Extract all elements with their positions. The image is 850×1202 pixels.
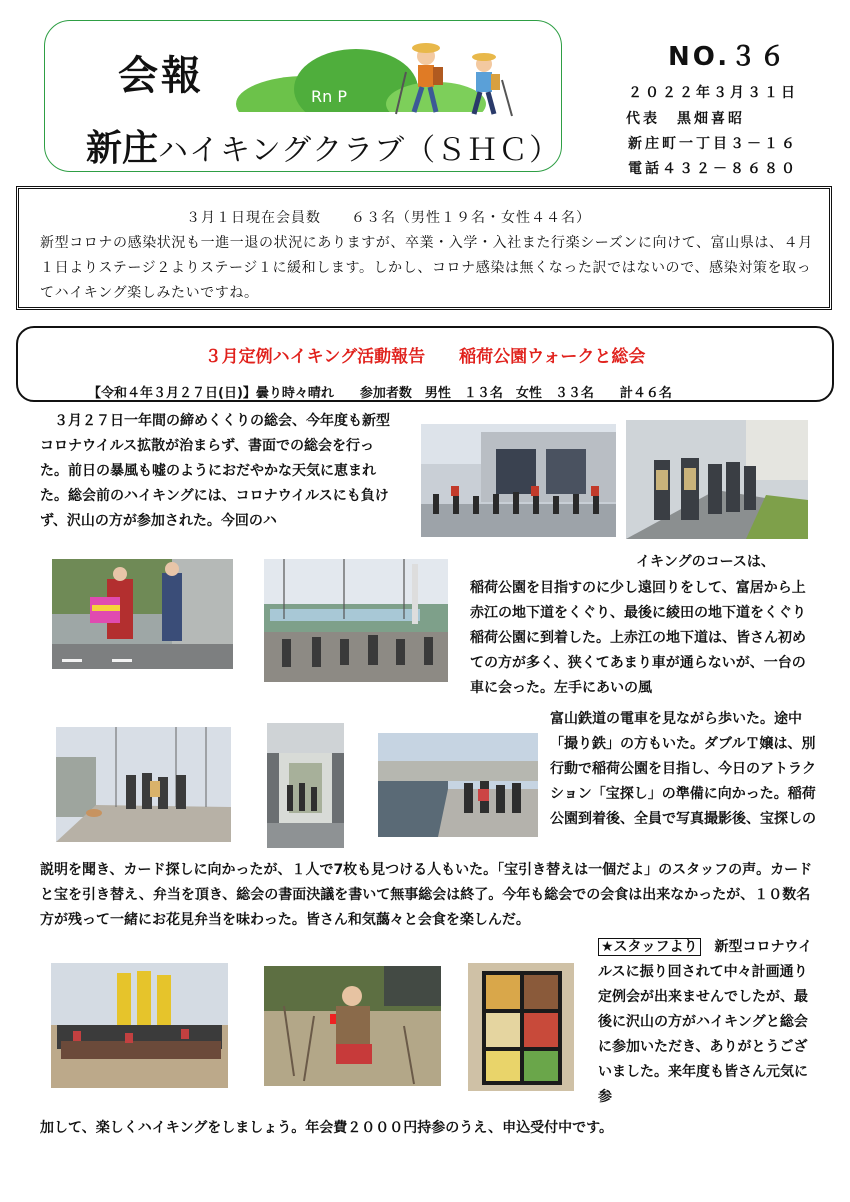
report-paragraph-2a: イキングのコースは、 (636, 554, 775, 570)
photo-bento-box (468, 963, 574, 1091)
staff-note-continued: 加して、楽しくハイキングをしましょう。年会費２０００円持参のうえ、申込受付中です。 (40, 1120, 614, 1136)
phone: 電話４３２－８６８０ (628, 161, 798, 177)
photo-group-picture (51, 963, 228, 1088)
photo-walking-street (626, 420, 808, 539)
report-title: ３月定例ハイキング活動報告 稲荷公園ウォークと総会 (204, 347, 646, 367)
report-paragraph-2b: 稲荷公園を目指すのに少し遠回りをして、富居から上赤江の地下道をくぐり、最後に綾田の地下道をくぐり稲荷公園に到着した。上赤江の地下道は、皆さん初めての方が多く、狭くてあまり車が通らないが、一台の車に会った。左手にあいの風 (470, 580, 806, 696)
notice-text: 新型コロナの感染状況も一進一退の状況にありますが、卒業・入学・入社また行楽シーズンに向けて、富山県は、４月１日よりステージ２よりステージ１に緩和します。しかし、コロナ感染は無くなった訳ではないので、感染対策を取ってハイキング楽しみたいですね。 (40, 235, 813, 301)
photo-group-exercise (421, 424, 616, 537)
hikers-illustration (236, 34, 536, 126)
photo-underpass (267, 723, 344, 848)
issue-date: ２０２２年３月３１日 (628, 85, 798, 101)
member-count: ３月１日現在会員数 ６３名（男性１９名・女性４４名） (186, 210, 591, 226)
photo-flag-guide (52, 559, 233, 669)
representative: 代表 黒畑喜昭 (626, 111, 745, 127)
photo-railway-path (56, 727, 231, 842)
report-paragraph-1: ３月２７日一年間の締めくくりの総会、今年度も新型コロナウイルス拡散が治まらず、書面での総会を行った。前日の暴風も嘘のようにおだやかな天気に恵まれた。総会前のハイキングには、コロナウイルスにも負けず、沢山の方が参加された。今回のハ (40, 413, 390, 529)
svg-text:Rn P: Rn P (311, 87, 347, 106)
report-paragraph-4: 説明を聞き、カード探しに向かったが、１人で7枚も見つける人もいた。「宝引き替えは一個だよ」のスタッフの声。カードと宝を引き替え、弁当を頂き、総会の書面決議を書いて無事総会は終了。今年も総会での会食は出来なかったが、１０数名方が残って一緒にお花見弁当を味わった。皆さん和気藹々と会食を楽しんだ。 (40, 862, 813, 928)
report-paragraph-3: 富山鉄道の電車を見ながら歩いた。途中「撮り鉄」の方もいた。ダブルＴ嬢は、別行動で稲荷公園を目指し、今日のアトラクション「宝探し」の準備に向かった。稲荷公園到着後、全員で写真撮影後、宝探しの (550, 711, 816, 827)
issue-number: NO.３６ (668, 42, 789, 72)
address: 新庄町一丁目３－１６ (628, 136, 798, 152)
report-meta: 【令和４年３月２７日(日)】曇り時々晴れ 参加者数 男性 １３名 女性 ３３名 計４６名 (88, 386, 672, 401)
club-name-main: 新庄 (86, 128, 159, 169)
club-name-rest: ハイキングクラブ（ＳＨＣ） (158, 133, 561, 168)
photo-train-walk (264, 559, 448, 682)
staff-note (598, 935, 816, 1110)
photo-riverside-walk (378, 733, 538, 837)
staff-text: 新型コロナウイルスに振り回されて中々計画通り定例会が出来ませんでしたが、最後に沢山の方がハイキングと総会に参加いただき、ありがとうございました。来年度も皆さん元気に参 (598, 939, 813, 1105)
newsletter-title: 会報 (118, 53, 204, 99)
staff-label: ★スタッフより (598, 938, 701, 956)
club-name (86, 120, 560, 171)
photo-treasure-card (264, 966, 441, 1086)
